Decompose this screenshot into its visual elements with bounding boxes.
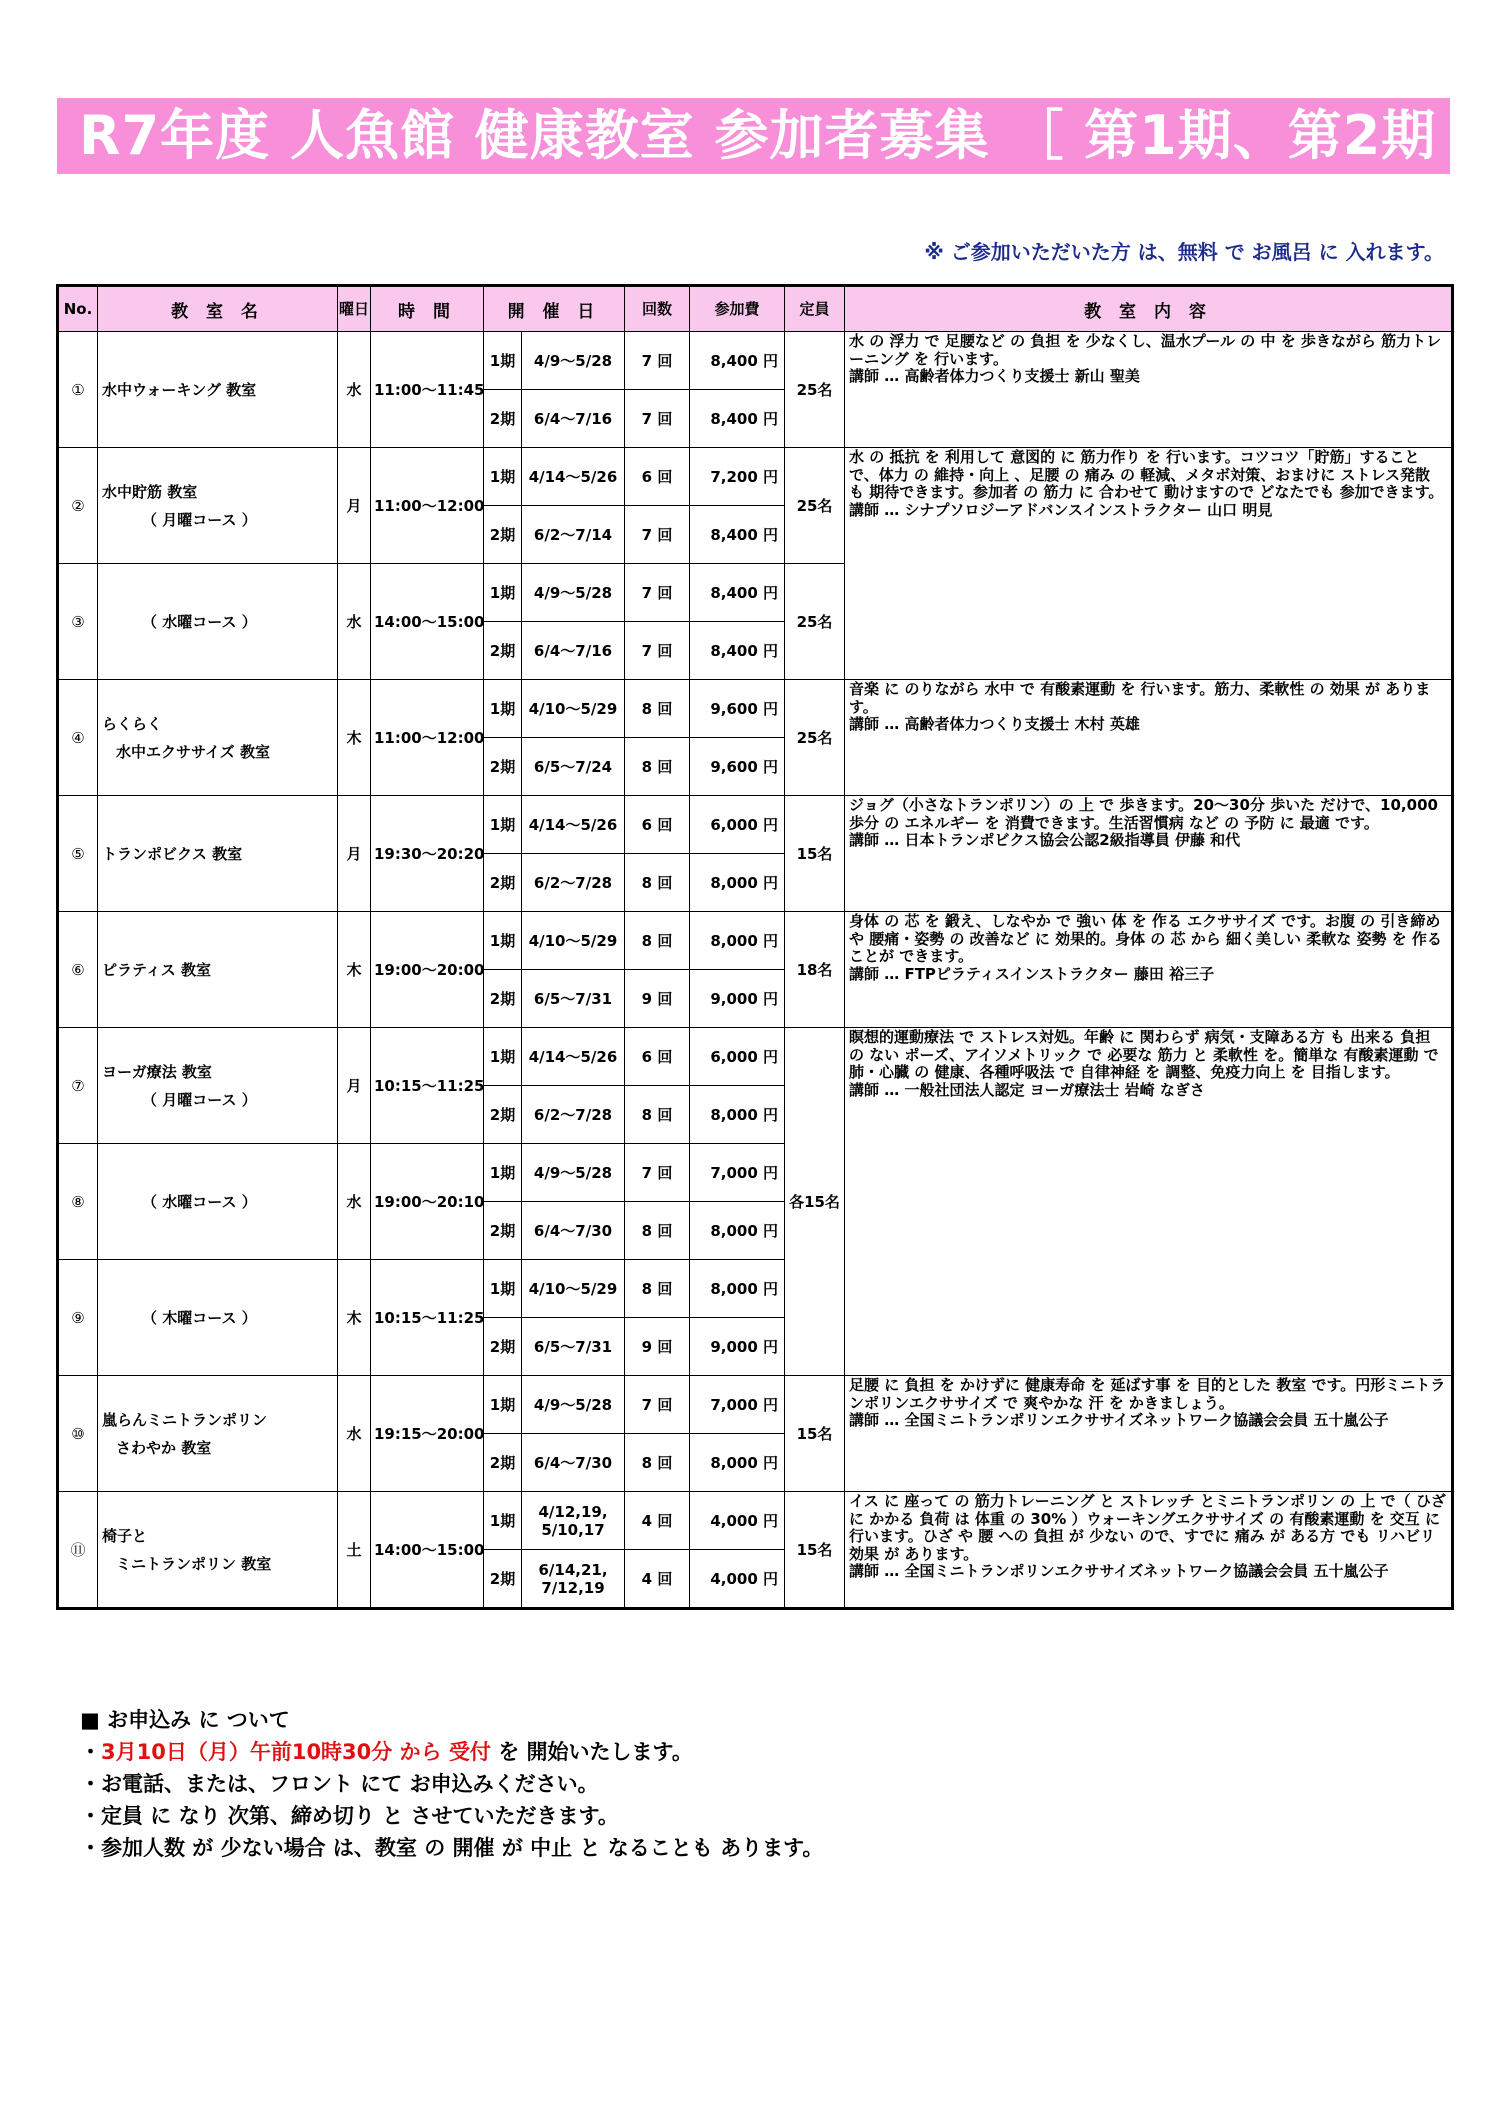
description-text: 水 の 抵抗 を 利用して 意図的 に 筋力作り を 行います。コツコツ「貯筋」すること で、体力 の 維持・向上 、足腰 の 痛み の 軽減、メタボ対策、おまけに ストレス発散 も 期待できます。参加者 の 筋力 に 合わせて 動けますので どなたでも 参加できます。 (849, 448, 1444, 501)
session-count: 8 回 (625, 1086, 690, 1144)
instructor: 講師 … 全国ミニトランポリンエクササイズネットワーク協議会会員 五十嵐公子 (849, 1562, 1389, 1580)
term-dates (522, 854, 625, 912)
session-count: 9 回 (625, 970, 690, 1028)
instructor: 講師 … 高齢者体力つくり支援士 木村 英雄 (849, 715, 1140, 733)
description-text: イス に 座って の 筋力トレーニング と ストレッチ とミニトランポリン の 上 で（ ひざ に かかる 負荷 は 体重 の 30% ）ウォーキングエクササイズ の 有酸素運動 を 交互 に 行います。ひざ や 腰 への 負担 が 少ない ので、すでに 痛み が ある方 でも リハビリ効果 が あります。 (849, 1492, 1446, 1563)
class-name: ヨーガ療法 教室 (102, 1062, 212, 1081)
participation-fee: 8,000 円 (690, 1434, 785, 1492)
session-count: 6 回 (625, 1028, 690, 1086)
term-label: 1期 (484, 332, 522, 390)
term-label: 1期 (484, 680, 522, 738)
class-number: ③ (58, 564, 98, 680)
class-subtitle: （ 水曜コース ） (142, 612, 257, 631)
term-dates (522, 1260, 625, 1318)
session-count: 7 回 (625, 332, 690, 390)
class-description (845, 796, 1453, 912)
participation-fee: 9,600 円 (690, 738, 785, 796)
instructor: 講師 … 全国ミニトランポリンエクササイズネットワーク協議会会員 五十嵐公子 (849, 1411, 1389, 1429)
term-date-line: 4/10～5/29 (528, 1279, 618, 1298)
class-weekday: 木 (338, 1260, 371, 1376)
class-time: 11:00～12:00 (371, 680, 484, 796)
term-dates (522, 1144, 625, 1202)
term-date-line: 6/4～7/30 (533, 1453, 613, 1472)
session-count: 7 回 (625, 622, 690, 680)
term-label: 2期 (484, 1550, 522, 1609)
class-number: ⑧ (58, 1144, 98, 1260)
class-weekday: 土 (338, 1492, 371, 1609)
term-dates (522, 1434, 625, 1492)
participation-fee: 4,000 円 (690, 1550, 785, 1609)
class-name-cell (98, 796, 338, 912)
class-weekday: 水 (338, 1376, 371, 1492)
term-dates (522, 1318, 625, 1376)
capacity: 15名 (785, 1492, 845, 1609)
session-count: 7 回 (625, 1376, 690, 1434)
application-line-2: ・お電話、または、フロント にて お申込みください。 (80, 1772, 599, 1796)
term-label: 1期 (484, 1028, 522, 1086)
class-name-cell (98, 1144, 338, 1260)
term-label: 2期 (484, 390, 522, 448)
session-count: 8 回 (625, 854, 690, 912)
term-dates (522, 680, 625, 738)
term-date-line: 6/2～7/14 (533, 525, 613, 544)
header-no: No. (58, 286, 98, 332)
class-subtitle: （ 月曜コース ） (142, 1090, 257, 1109)
class-description (845, 332, 1453, 448)
class-weekday: 水 (338, 332, 371, 448)
capacity: 25名 (785, 332, 845, 448)
participation-fee: 6,000 円 (690, 796, 785, 854)
class-row-term1 (58, 1492, 1453, 1550)
table-header-row (58, 286, 1453, 332)
class-weekday: 木 (338, 912, 371, 1028)
term-label: 2期 (484, 506, 522, 564)
class-time: 19:00～20:00 (371, 912, 484, 1028)
application-line-4: ・参加人数 が 少ない場合 は、教室 の 開催 が 中止 と なることも あります。 (80, 1836, 824, 1860)
term-dates (522, 970, 625, 1028)
class-name: 椅子と (102, 1526, 148, 1545)
capacity: 25名 (785, 564, 845, 680)
session-count: 8 回 (625, 1434, 690, 1492)
class-name: らくらく (102, 714, 163, 733)
term-date-line-2: 5/10,17 (541, 1520, 605, 1539)
class-time: 19:30～20:20 (371, 796, 484, 912)
term-date-line: 4/10～5/29 (528, 931, 618, 950)
class-number: ⑤ (58, 796, 98, 912)
class-description (845, 680, 1453, 796)
term-date-line-2: 7/12,19 (541, 1578, 605, 1597)
class-time: 14:00～15:00 (371, 564, 484, 680)
term-label: 1期 (484, 448, 522, 506)
term-label: 2期 (484, 970, 522, 1028)
class-time: 10:15～11:25 (371, 1260, 484, 1376)
term-label: 2期 (484, 1434, 522, 1492)
class-name-cell (98, 912, 338, 1028)
class-subtitle: （ 月曜コース ） (142, 510, 257, 529)
term-dates (522, 738, 625, 796)
term-date-line: 4/10～5/29 (528, 699, 618, 718)
class-subtitle: ミニトランポリン 教室 (116, 1554, 272, 1573)
session-count: 8 回 (625, 680, 690, 738)
class-weekday: 月 (338, 1028, 371, 1144)
term-dates (522, 1086, 625, 1144)
class-number: ② (58, 448, 98, 564)
term-date-line: 6/4～7/16 (533, 409, 613, 428)
term-dates (522, 1376, 625, 1434)
term-label: 1期 (484, 1144, 522, 1202)
term-dates (522, 390, 625, 448)
class-name: ピラティス 教室 (102, 960, 212, 979)
term-date-line: 4/14～5/26 (528, 467, 618, 486)
header-count: 回数 (625, 286, 690, 332)
bath-note: ※ ご参加いただいた方 は、無料 で お風呂 に 入れます。 (924, 240, 1444, 264)
class-time: 19:15～20:00 (371, 1376, 484, 1492)
term-dates (522, 564, 625, 622)
session-count: 8 回 (625, 1260, 690, 1318)
description-text: ジョグ（小さなトランポリン）の 上 で 歩きます。20～30分 歩いた だけで、10,000歩分 の エネルギー を 消費できます。生活習慣病 など の 予防 に 最適 です。 (849, 796, 1438, 832)
class-time: 14:00～15:00 (371, 1492, 484, 1609)
description-text: 身体 の 芯 を 鍛え、しなやか で 強い 体 を 作る エクササイズ です。お腹 の 引き締め や 腰痛・姿勢 の 改善など に 効果的。身体 の 芯 から 細く美しい 柔軟な 姿勢 を 作ることが できます。 (849, 912, 1442, 965)
capacity: 各15名 (785, 1028, 845, 1376)
session-count: 6 回 (625, 796, 690, 854)
class-name: 嵐らんミニトランポリン (102, 1410, 268, 1429)
participation-fee: 9,000 円 (690, 970, 785, 1028)
application-line-1: ・3月10日（月）午前10時30分 から 受付 を 開始いたします。 (80, 1740, 693, 1764)
description-text: 足腰 に 負担 を かけずに 健康寿命 を 延ばす事 を 目的とした 教室 です。円形ミニトランポリンエクササイズ で 爽やかな 汗 を かきましょう。 (849, 1376, 1446, 1412)
capacity: 25名 (785, 448, 845, 564)
session-count: 4 回 (625, 1550, 690, 1609)
header-name: 教 室 名 (98, 286, 338, 332)
class-name-cell (98, 448, 338, 564)
term-dates (522, 912, 625, 970)
application-notes (80, 1704, 823, 1864)
class-row-term1 (58, 1028, 1453, 1086)
participation-fee: 4,000 円 (690, 1492, 785, 1550)
term-date-line: 6/5～7/31 (533, 989, 613, 1008)
session-count: 9 回 (625, 1318, 690, 1376)
class-weekday: 水 (338, 564, 371, 680)
term-date-line: 6/14,21, (538, 1560, 608, 1579)
class-subtitle: 水中エクササイズ 教室 (116, 742, 271, 761)
term-label: 1期 (484, 1260, 522, 1318)
class-description (845, 1492, 1453, 1609)
header-cap: 定員 (785, 286, 845, 332)
term-date-line: 6/4～7/30 (533, 1221, 613, 1240)
class-name: 水中ウォーキング 教室 (102, 380, 257, 399)
class-time: 10:15～11:25 (371, 1028, 484, 1144)
class-number: ⑨ (58, 1260, 98, 1376)
instructor: 講師 … 日本トランポビクス協会公認2級指導員 伊藤 和代 (849, 831, 1241, 849)
class-number: ⑩ (58, 1376, 98, 1492)
class-number: ⑥ (58, 912, 98, 1028)
participation-fee: 9,600 円 (690, 680, 785, 738)
class-subtitle: （ 木曜コース ） (142, 1308, 257, 1327)
class-row-term1 (58, 796, 1453, 854)
term-label: 2期 (484, 738, 522, 796)
capacity: 25名 (785, 680, 845, 796)
term-date-line: 4/9～5/28 (533, 1163, 613, 1182)
participation-fee: 8,000 円 (690, 1202, 785, 1260)
class-subtitle: （ 水曜コース ） (142, 1192, 257, 1211)
page-title: R7年度 人魚館 健康教室 参加者募集 ［ 第1期、第2期 ］ (57, 98, 1450, 174)
term-date-line: 4/12,19, (538, 1502, 608, 1521)
description-text: 瞑想的運動療法 で ストレス対処。年齢 に 関わらず 病気・支障ある方 も 出来る 負担 の ない ポーズ、アイソメトリック で 必要な 筋力 と 柔軟性 を。簡単な 有酸素運動 で 肺・心臓 の 健康、各種呼吸法 で 自律神経 を 調整、免疫力向上 を 目指します。 (849, 1028, 1439, 1081)
header-content: 教 室 内 容 (845, 286, 1453, 332)
class-weekday: 木 (338, 680, 371, 796)
capacity: 18名 (785, 912, 845, 1028)
description-text: 水 の 浮力 で 足腰など の 負担 を 少なくし、温水プール の 中 を 歩きながら 筋力トレーニング を 行います。 (849, 332, 1442, 368)
class-name-cell (98, 1260, 338, 1376)
session-count: 4 回 (625, 1492, 690, 1550)
term-label: 1期 (484, 564, 522, 622)
term-dates (522, 506, 625, 564)
participation-fee: 8,400 円 (690, 622, 785, 680)
participation-fee: 9,000 円 (690, 1318, 785, 1376)
class-row-term1 (58, 448, 1453, 506)
participation-fee: 8,400 円 (690, 390, 785, 448)
participation-fee: 8,000 円 (690, 1086, 785, 1144)
term-date-line: 6/2～7/28 (533, 1105, 613, 1124)
instructor: 講師 … 一般社団法人認定 ヨーガ療法士 岩崎 なぎさ (849, 1080, 1205, 1099)
term-date-line: 6/2～7/28 (533, 873, 613, 892)
class-description (845, 912, 1453, 1028)
term-date-line: 6/5～7/31 (533, 1337, 613, 1356)
term-label: 1期 (484, 1376, 522, 1434)
capacity: 15名 (785, 796, 845, 912)
class-time: 11:00～12:00 (371, 448, 484, 564)
term-date-line: 4/14～5/26 (528, 815, 618, 834)
term-dates (522, 332, 625, 390)
instructor: 講師 … 高齢者体力つくり支援士 新山 聖美 (849, 367, 1140, 385)
term-label: 2期 (484, 1086, 522, 1144)
participation-fee: 8,000 円 (690, 912, 785, 970)
term-label: 2期 (484, 1202, 522, 1260)
header-time: 時 間 (371, 286, 484, 332)
class-name-cell (98, 1028, 338, 1144)
session-count: 8 回 (625, 1202, 690, 1260)
session-count: 8 回 (625, 738, 690, 796)
term-date-line: 4/14～5/26 (528, 1047, 618, 1066)
class-description (845, 1028, 1453, 1376)
class-name-cell (98, 564, 338, 680)
term-date-line: 4/9～5/28 (533, 351, 613, 370)
session-count: 7 回 (625, 390, 690, 448)
application-line-3: ・定員 に なり 次第、締め切り と させていただきます。 (80, 1804, 619, 1828)
class-description (845, 1376, 1453, 1492)
instructor: 講師 … FTPピラティスインストラクター 藤田 裕三子 (849, 964, 1215, 983)
term-label: 1期 (484, 1492, 522, 1550)
participation-fee: 6,000 円 (690, 1028, 785, 1086)
participation-fee: 8,000 円 (690, 854, 785, 912)
class-name-cell (98, 332, 338, 448)
term-dates (522, 1202, 625, 1260)
class-subtitle: さわやか 教室 (116, 1438, 212, 1457)
class-number: ⑦ (58, 1028, 98, 1144)
class-weekday: 月 (338, 448, 371, 564)
class-name-cell (98, 1376, 338, 1492)
term-label: 2期 (484, 854, 522, 912)
session-count: 6 回 (625, 448, 690, 506)
participation-fee: 7,000 円 (690, 1144, 785, 1202)
term-date-line: 4/9～5/28 (533, 1395, 613, 1414)
term-label: 1期 (484, 796, 522, 854)
term-label: 1期 (484, 912, 522, 970)
class-name-cell (98, 680, 338, 796)
term-dates (522, 1492, 625, 1550)
class-number: ⑪ (58, 1492, 98, 1609)
class-name: トランポビクス 教室 (102, 844, 243, 863)
instructor: 講師 … シナプソロジーアドバンスインストラクター 山口 明見 (849, 500, 1273, 519)
session-count: 7 回 (625, 564, 690, 622)
class-number: ① (58, 332, 98, 448)
participation-fee: 7,000 円 (690, 1376, 785, 1434)
term-dates (522, 796, 625, 854)
participation-fee: 8,400 円 (690, 506, 785, 564)
class-row-term1 (58, 912, 1453, 970)
participation-fee: 8,400 円 (690, 332, 785, 390)
header-dates: 開 催 日 (484, 286, 625, 332)
term-dates (522, 622, 625, 680)
term-date-line: 4/9～5/28 (533, 583, 613, 602)
session-count: 8 回 (625, 912, 690, 970)
application-start-highlight: 3月10日（月）午前10時30分 から 受付 (101, 1740, 491, 1764)
participation-fee: 8,000 円 (690, 1260, 785, 1318)
header-fee: 参加費 (690, 286, 785, 332)
class-name: 水中貯筋 教室 (102, 482, 198, 501)
header-day: 曜日 (338, 286, 371, 332)
class-weekday: 水 (338, 1144, 371, 1260)
class-weekday: 月 (338, 796, 371, 912)
class-number: ④ (58, 680, 98, 796)
session-count: 7 回 (625, 1144, 690, 1202)
term-date-line: 6/4～7/16 (533, 641, 613, 660)
term-dates (522, 1550, 625, 1609)
class-row-term1 (58, 332, 1453, 390)
class-schedule-table (56, 284, 1454, 1610)
term-dates (522, 448, 625, 506)
term-dates (522, 1028, 625, 1086)
term-label: 2期 (484, 1318, 522, 1376)
description-text: 音楽 に のりながら 水中 で 有酸素運動 を 行います。筋力、柔軟性 の 効果 が あります。 (849, 680, 1431, 716)
participation-fee: 7,200 円 (690, 448, 785, 506)
class-row-term1 (58, 1376, 1453, 1434)
capacity: 15名 (785, 1376, 845, 1492)
class-name-cell (98, 1492, 338, 1609)
session-count: 7 回 (625, 506, 690, 564)
class-time: 11:00～11:45 (371, 332, 484, 448)
class-description (845, 448, 1453, 680)
participation-fee: 8,400 円 (690, 564, 785, 622)
class-time: 19:00～20:10 (371, 1144, 484, 1260)
term-label: 2期 (484, 622, 522, 680)
class-row-term1 (58, 680, 1453, 738)
term-date-line: 6/5～7/24 (533, 757, 613, 776)
application-heading: ■ お申込み に ついて (80, 1704, 823, 1736)
